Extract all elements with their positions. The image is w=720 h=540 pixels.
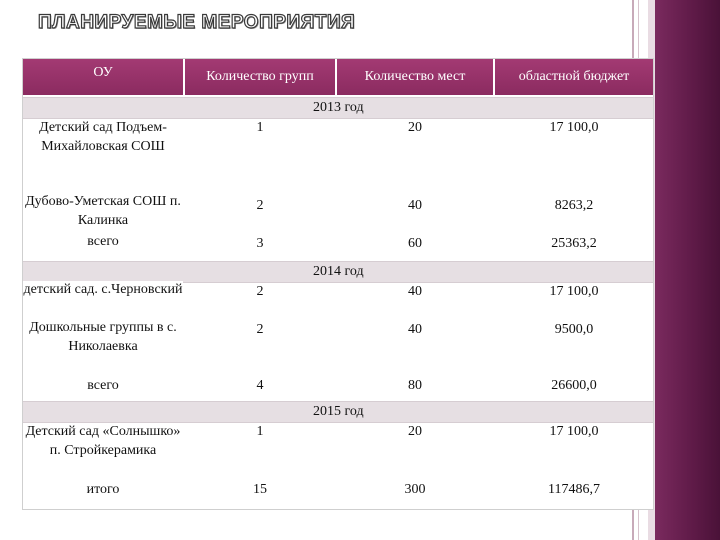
row-budget: 17 100,0 (549, 120, 599, 135)
row-name: Детский сад Подъем-Михайловская СОШ (23, 119, 183, 156)
row-name: Детский сад «Солнышко» п. Стройкерамика (23, 423, 183, 460)
row-groups: 1 (256, 120, 264, 135)
year-row-2014 (23, 261, 653, 283)
decor-band (655, 0, 720, 540)
slide-title: ПЛАНИРУЕМЫЕ МЕРОПРИЯТИЯ (38, 12, 356, 33)
year-row-2013 (23, 97, 653, 119)
row-groups: 2 (256, 198, 264, 213)
row-budget: 25363,2 (551, 236, 597, 251)
row-groups: 2 (256, 322, 264, 337)
row-budget: 9500,0 (554, 322, 594, 337)
plan-table (22, 58, 654, 510)
row-places: 40 (408, 284, 422, 299)
row-budget: 17 100,0 (549, 284, 599, 299)
row-groups: 1 (256, 424, 264, 439)
row-budget: 8263,2 (554, 198, 594, 213)
row-budget: 117486,7 (548, 482, 600, 497)
row-name: всего (23, 233, 183, 252)
row-name: итого (23, 481, 183, 500)
header-ou: ОУ (93, 65, 113, 80)
table-header (23, 59, 653, 95)
row-groups: 3 (256, 236, 264, 251)
year-label: 2013 год (313, 100, 364, 115)
row-budget: 26600,0 (551, 378, 597, 393)
row-groups: 4 (256, 378, 264, 393)
row-places: 300 (404, 482, 426, 497)
header-budget: областной бюджет (518, 69, 630, 84)
year-label: 2014 год (313, 264, 364, 279)
row-budget: 17 100,0 (549, 424, 599, 439)
header-groups: Количество групп (206, 69, 314, 84)
row-places: 40 (408, 198, 422, 213)
row-name: детский сад. с.Черновский (23, 281, 183, 300)
year-row-2015 (23, 401, 653, 423)
row-groups: 2 (256, 284, 264, 299)
row-name: Дошкольные группы в с. Николаевка (23, 319, 183, 356)
row-groups: 15 (253, 482, 267, 497)
year-label: 2015 год (313, 404, 364, 419)
header-places: Количество мест (364, 69, 466, 84)
row-places: 20 (408, 120, 422, 135)
row-places: 80 (408, 378, 422, 393)
row-places: 20 (408, 424, 422, 439)
row-places: 40 (408, 322, 422, 337)
row-places: 60 (408, 236, 422, 251)
row-name: Дубово-Уметская СОШ п. Калинка (23, 193, 183, 230)
row-name: всего (23, 377, 183, 396)
